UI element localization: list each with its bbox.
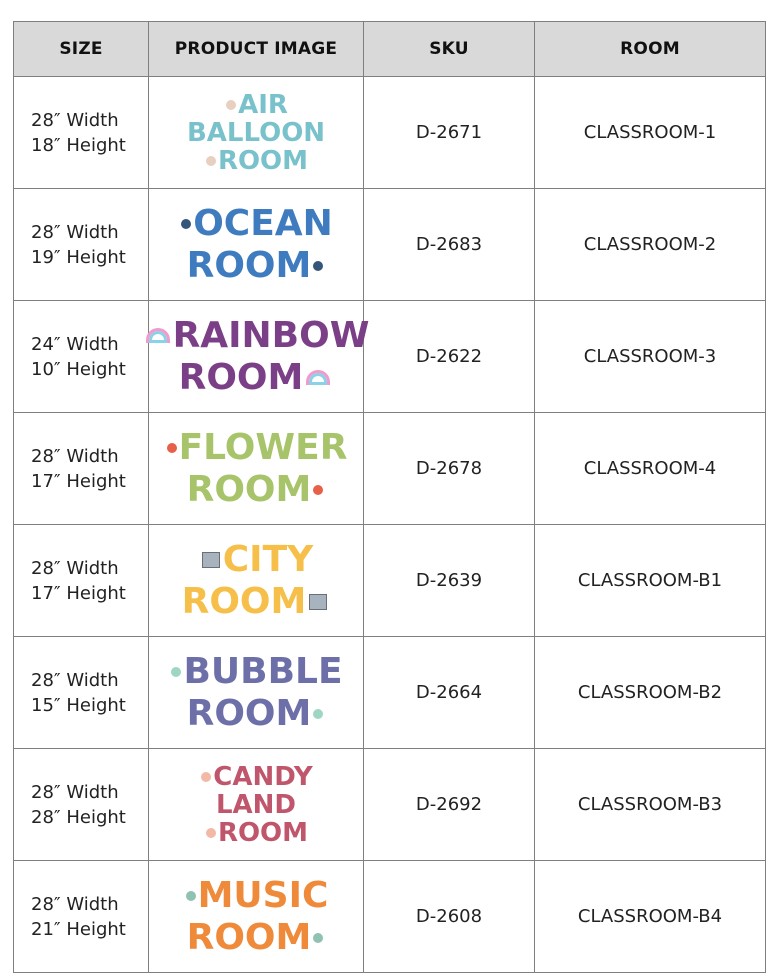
cupcake-icon [206,828,216,838]
table-row [14,189,766,301]
table-row [14,77,766,189]
rainbow-icon [306,370,330,385]
rainbow-icon [146,328,170,343]
size-cell [14,301,149,413]
sku-cell: D-2671 [364,77,535,189]
sign-line [204,145,309,176]
product-sign-image [153,427,359,511]
size-height: 18″ Height [31,134,126,156]
header-product-image: PRODUCT IMAGE [149,22,364,77]
cupcake-icon [201,772,211,782]
product-image-cell [149,77,364,189]
size-height: 17″ Height [31,470,126,492]
sign-text: ROOM [178,356,304,398]
sign-line [215,789,297,820]
sign-text: RAINBOW [172,314,370,356]
size-height: 19″ Height [31,246,126,268]
product-sign-image [153,314,370,399]
room-cell: CLASSROOM-B4 [535,861,766,973]
sign-text: ROOM [186,692,312,734]
sku-cell: D-2608 [364,861,535,973]
room-cell: CLASSROOM-2 [535,189,766,301]
product-sign-image [153,875,359,959]
size-height: 10″ Height [31,358,126,380]
table-row [14,637,766,749]
size-width: 24″ Width [31,333,119,355]
sign-line [186,468,326,510]
sign-line [224,89,288,120]
sign-text: ROOM [186,468,312,510]
table-row [14,413,766,525]
table-row [14,861,766,973]
size-cell [14,749,149,861]
product-sign-image [153,763,359,847]
product-sign-image [153,91,359,175]
sign-text: ROOM [217,817,309,848]
header-size: SIZE [14,22,149,77]
sign-line [186,117,326,148]
size-height: 17″ Height [31,582,126,604]
sign-text: ROOM [186,244,312,286]
room-cell: CLASSROOM-4 [535,413,766,525]
size-width: 28″ Width [31,669,119,691]
sign-text: CANDY [213,761,313,792]
building-icon [309,594,327,610]
music-note-icon [186,891,196,901]
table-row [14,301,766,413]
room-cell: CLASSROOM-B1 [535,525,766,637]
size-width: 28″ Width [31,109,119,131]
bubble-icon [171,667,181,677]
room-cell: CLASSROOM-B3 [535,749,766,861]
table-row [14,525,766,637]
size-width: 28″ Width [31,557,119,579]
bubble-icon [313,709,323,719]
sign-line [199,761,313,792]
product-table [13,21,766,973]
sku-cell: D-2678 [364,413,535,525]
size-width: 28″ Width [31,893,119,915]
size-height: 21″ Height [31,918,126,940]
size-width: 28″ Width [31,781,119,803]
product-sign-image [153,651,359,735]
product-image-cell [149,637,364,749]
size-height: 28″ Height [31,806,126,828]
table-row [14,749,766,861]
product-image-cell [149,413,364,525]
size-cell [14,525,149,637]
sign-line [186,692,326,734]
sign-text: ROOM [217,145,309,176]
sign-line [186,244,326,286]
sign-line [204,817,309,848]
product-image-cell [149,189,364,301]
product-sign-image [153,539,359,623]
sku-cell: D-2683 [364,189,535,301]
sea-creature-icon [313,261,323,271]
music-note-icon [313,933,323,943]
size-cell [14,637,149,749]
size-height: 15″ Height [31,694,126,716]
product-image-cell [149,525,364,637]
sign-text: FLOWER [178,426,348,468]
hot-air-balloon-icon [226,100,236,110]
header-row [14,22,766,77]
room-cell: CLASSROOM-3 [535,301,766,413]
sign-text: BALLOON [186,117,326,148]
product-image-cell [149,861,364,973]
sign-text: ROOM [181,580,307,622]
header-room: ROOM [535,22,766,77]
sea-creature-icon [181,219,191,229]
sign-line [184,874,329,916]
size-cell [14,861,149,973]
flower-icon [313,485,323,495]
hot-air-balloon-icon [206,156,216,166]
sign-text: BUBBLE [183,650,343,692]
sign-text: AIR [238,89,288,120]
sku-cell: D-2639 [364,525,535,637]
product-image-cell [149,301,370,413]
room-cell: CLASSROOM-1 [535,77,766,189]
product-sign-image [153,203,359,287]
sign-text: CITY [222,538,314,580]
size-cell [14,189,149,301]
flower-icon [167,443,177,453]
sign-line [165,426,348,468]
sign-line [169,650,343,692]
sku-cell: D-2692 [364,749,535,861]
sign-line [178,356,334,398]
size-width: 28″ Width [31,445,119,467]
building-icon [202,552,220,568]
sku-cell: D-2664 [364,637,535,749]
sign-text: ROOM [186,916,312,958]
sign-line [199,538,314,580]
sku-cell: D-2622 [364,301,535,413]
sign-text: LAND [215,789,297,820]
size-width: 28″ Width [31,221,119,243]
sign-line [181,580,331,622]
sign-line [179,202,333,244]
room-cell: CLASSROOM-B2 [535,637,766,749]
header-sku: SKU [364,22,535,77]
size-cell [14,77,149,189]
sign-line [143,314,370,356]
size-cell [14,413,149,525]
sign-text: MUSIC [197,874,329,916]
product-image-cell [149,749,364,861]
sign-line [186,916,326,958]
sign-text: OCEAN [193,202,333,244]
